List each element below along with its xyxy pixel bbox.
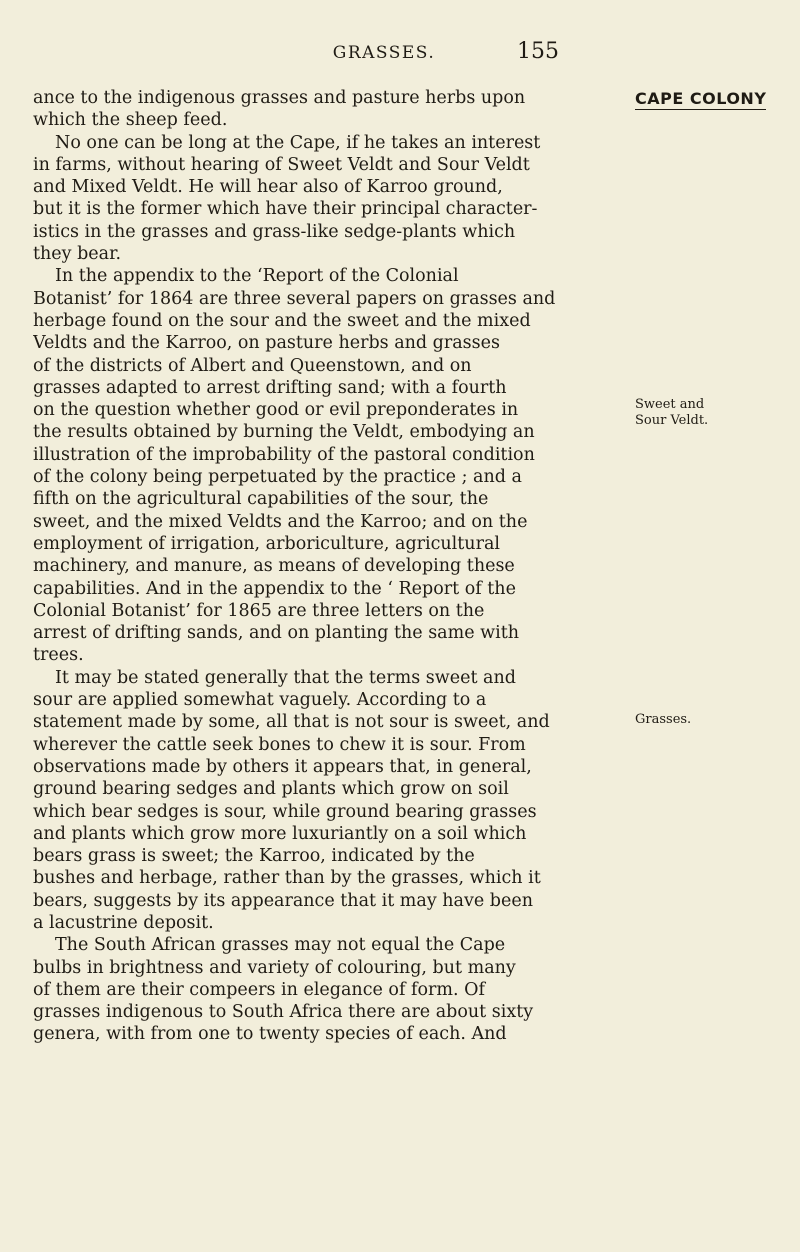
text-line: herbage found on the sour and the sweet and the mixed	[33, 310, 531, 331]
marginal-note-sweet-and-sour-veldt	[635, 397, 708, 429]
marginal-note-line: Sour Veldt.	[635, 413, 709, 428]
marginal-note-grasses: Grasses.	[635, 712, 692, 727]
text-line: Colonial Botanist’ for 1865 are three letters on the	[33, 600, 485, 621]
text-line: and Mixed Veldt. He will hear also of Karroo ground,	[33, 177, 503, 198]
text-line: bulbs in brightness and variety of colouring, but many	[33, 957, 516, 978]
text-line: of the colony being perpetuated by the practice ; and a	[33, 467, 522, 488]
text-line: bushes and herbage, rather than by the grasses, which it	[33, 868, 541, 889]
text-line: istics in the grasses and grass-like sedge-plants which	[33, 221, 516, 242]
text-line: observations made by others it appears that, in general,	[33, 756, 532, 777]
text-line: they bear.	[33, 244, 122, 265]
marginal-note-line: Sweet and	[635, 397, 705, 412]
running-header	[0, 39, 800, 73]
text-line: genera, with from one to twenty species of each. And	[33, 1024, 507, 1045]
text-line: capabilities. And in the appendix to the ‘ Report of the	[33, 578, 516, 599]
text-line: ground bearing sedges and plants which grow on soil	[33, 779, 509, 800]
text-line: Botanist’ for 1864 are three several papers on grasses and	[33, 288, 556, 309]
text-line: which the sheep feed.	[33, 110, 228, 131]
text-line: It may be stated generally that the terms sweet and	[55, 667, 516, 688]
text-line: ance to the indigenous grasses and pasture herbs upon	[33, 88, 526, 108]
text-line: of them are their compeers in elegance of form. Of	[33, 979, 485, 1000]
text-line: sweet, and the mixed Veldts and the Karroo; and on the	[33, 511, 528, 532]
text-line: on the question whether good or evil preponderates in	[33, 400, 519, 421]
text-line: illustration of the improbability of the pastoral condition	[33, 444, 535, 465]
running-header-title: GRASSES.	[332, 43, 436, 63]
text-line: employment of irrigation, arboriculture, agricultural	[33, 533, 500, 554]
text-line: bears grass is sweet; the Karroo, indicated by the	[33, 846, 475, 867]
text-line: a lacustrine deposit.	[33, 912, 214, 933]
text-line: fifth on the agricultural capabilities of the sour, the	[33, 489, 489, 510]
text-line: The South African grasses may not equal the Cape	[55, 935, 506, 956]
text-line: of the districts of Albert and Queenstown, and on	[33, 355, 472, 376]
text-line: statement made by some, all that is not sour is sweet, and	[33, 712, 550, 733]
text-line: but it is the former which have their principal character-	[33, 199, 538, 220]
text-line: In the appendix to the ‘Report of the Colonial	[55, 266, 459, 287]
text-line: arrest of drifting sands, and on planting the same with	[33, 623, 520, 644]
text-line: machinery, and manure, as means of developing these	[33, 556, 515, 577]
marginal-note-cape-colony: CAPE COLONY	[635, 89, 767, 108]
body-text	[33, 87, 623, 1046]
text-line: and plants which grow more luxuriantly on a soil which	[33, 823, 527, 844]
text-line: Veldts and the Karroo, on pasture herbs and grasses	[33, 333, 500, 354]
text-line: bears, suggests by its appearance that it may have been	[33, 890, 533, 911]
text-line: grasses indigenous to South Africa there are about sixty	[33, 1002, 534, 1023]
text-line: No one can be long at the Cape, if he takes an interest	[55, 132, 541, 153]
text-line: grasses adapted to arrest drifting sand; with a fourth	[33, 377, 507, 398]
text-line: trees.	[33, 645, 84, 666]
text-line: in farms, without hearing of Sweet Veldt and Sour Veldt	[33, 154, 530, 175]
page-number: 155	[517, 39, 559, 64]
text-line: sour are applied somewhat vaguely. According to a	[33, 690, 487, 711]
text-line: the results obtained by burning the Veldt, embodying an	[33, 422, 535, 443]
text-line: wherever the cattle seek bones to chew it is sour. From	[33, 734, 526, 755]
text-line: which bear sedges is sour, while ground bearing grasses	[33, 801, 537, 822]
